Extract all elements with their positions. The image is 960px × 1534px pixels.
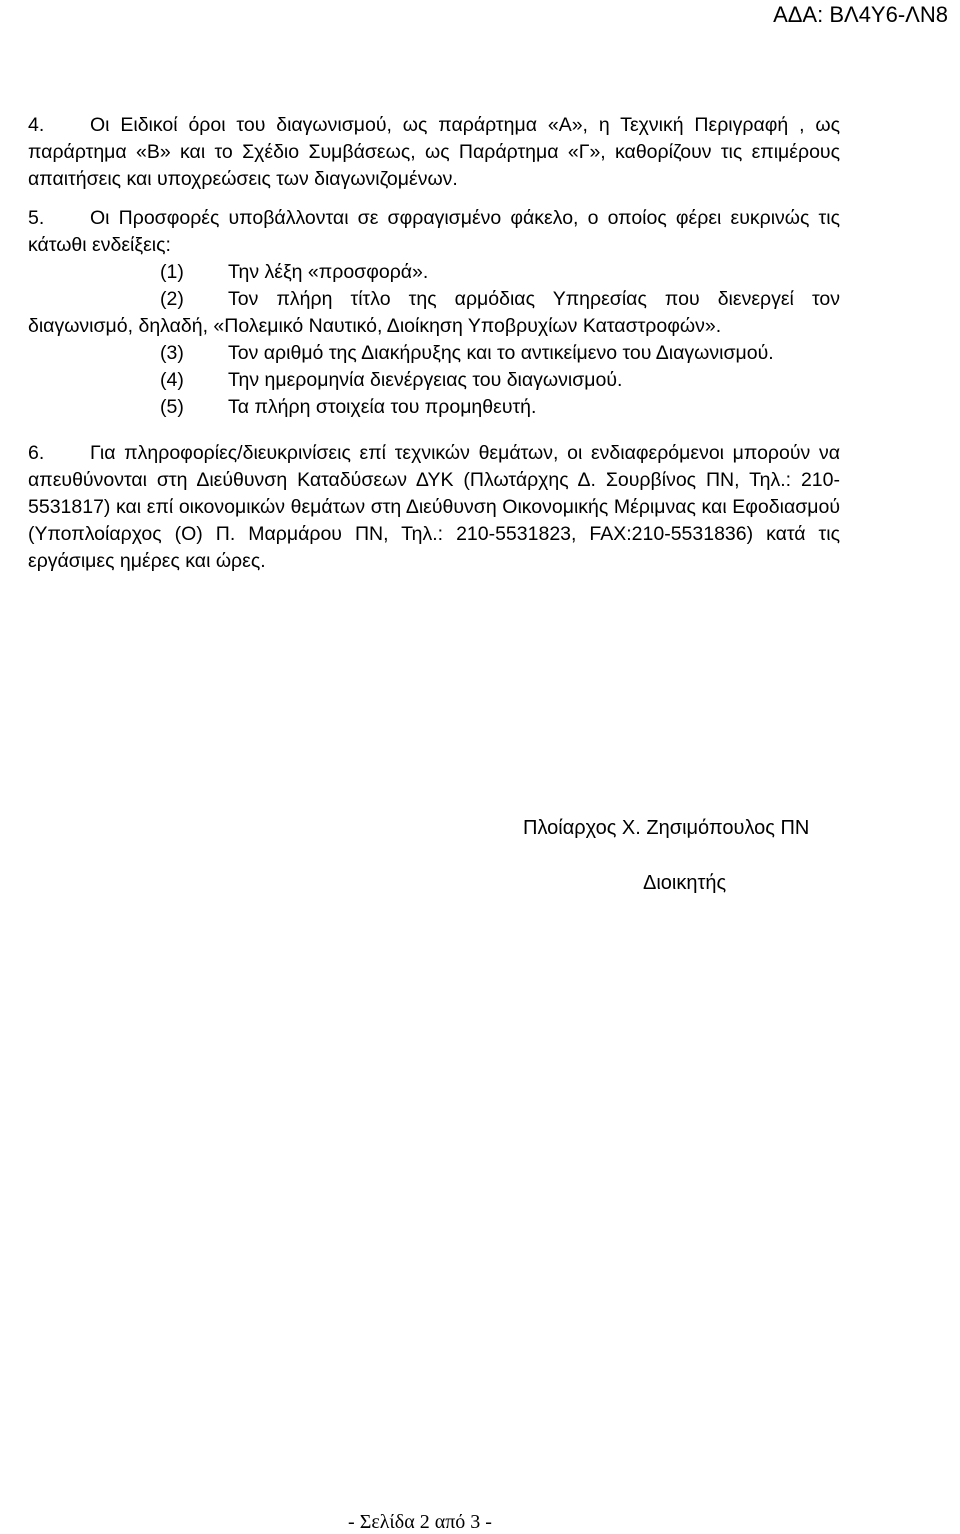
item-number: (5) xyxy=(160,396,184,418)
list-item xyxy=(28,286,840,340)
item-number: (1) xyxy=(160,261,184,283)
section-5 xyxy=(28,205,840,259)
page-footer: - Σελίδα 2 από 3 - xyxy=(348,1511,492,1533)
item-text: Τον αριθμό της Διακήρυξης και το αντικείμενο του Διαγωνισμού. xyxy=(228,342,774,364)
list-item xyxy=(28,340,840,367)
item-text: Τα πλήρη στοιχεία του προμηθευτή. xyxy=(228,396,537,418)
item-text: Την λέξη «προσφορά». xyxy=(228,261,429,283)
list-item xyxy=(28,394,840,421)
section-text: Για πληροφορίες/διευκρινίσεις επί τεχνικών θεμάτων, οι ενδιαφερόμενοι μπορούν να απευθύνονται στη Διεύθυνση Καταδύσεων ΔΥΚ (Πλωτάρχης Δ. Σουρβίνος ΠΝ, Τηλ.: 210-5531817) και επί οικονομικών θεμάτων στη Διεύθυνση Οικονομικής Μέριμνας και Εφοδιασμού (Υποπλοίαρχος (Ο) Π. Μαρμάρου ΠΝ, Τηλ.: 210-5531823, FAX:210-5531836) κατά τις εργάσιμες ημέρες και ώρες. xyxy=(28,442,840,572)
item-number: (2) xyxy=(160,288,184,310)
signatory-title: Διοικητής xyxy=(643,872,727,894)
list-item xyxy=(28,259,840,286)
list-item xyxy=(28,367,840,394)
item-number: (4) xyxy=(160,369,184,391)
section-6 xyxy=(28,440,840,575)
section-text: Οι Ειδικοί όροι του διαγωνισμού, ως παράρτημα «Α», η Τεχνική Περιγραφή , ως παράρτημα «Β» και το Σχέδιο Συμβάσεως, ως Παράρτημα «Γ», καθορίζουν τις επιμέρους απαιτήσεις και υποχρεώσεις των διαγωνιζομένων. xyxy=(28,114,840,190)
ada-code: ΑΔΑ: ΒΛ4Υ6-ΛΝ8 xyxy=(773,2,948,27)
section-text: Οι Προσφορές υποβάλλονται σε σφραγισμένο φάκελο, ο οποίος φέρει ευκρινώς τις κάτωθι ενδείξεις: xyxy=(28,207,840,256)
section-4 xyxy=(28,112,840,193)
signatory-name: Πλοίαρχος Χ. Ζησιμόπουλος ΠΝ xyxy=(523,817,810,839)
item-text: Την ημερομηνία διενέργειας του διαγωνισμού. xyxy=(228,369,623,391)
item-number: (3) xyxy=(160,342,184,364)
section-number: 5. xyxy=(28,207,45,229)
section-number: 6. xyxy=(28,442,45,464)
item-text: Τον πλήρη τίτλο της αρμόδιας Υπηρεσίας που διενεργεί τον διαγωνισμό, δηλαδή, «Πολεμικό Ναυτικό, Διοίκηση Υποβρυχίων Καταστροφών». xyxy=(28,288,840,337)
section-number: 4. xyxy=(28,114,45,136)
document-body xyxy=(28,112,840,575)
